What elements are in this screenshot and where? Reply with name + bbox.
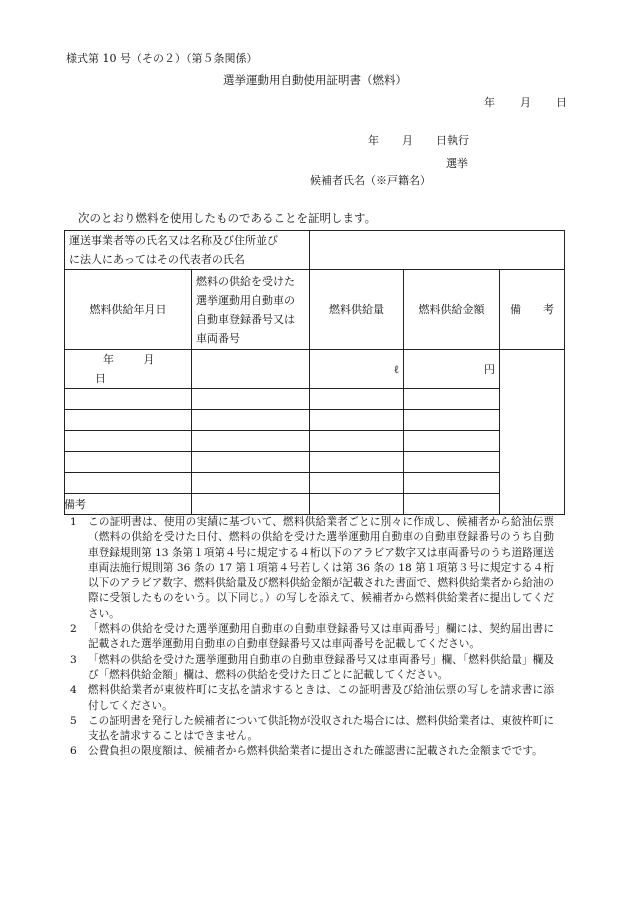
amount-cell[interactable]: 円 bbox=[404, 350, 500, 389]
amount-cell[interactable] bbox=[404, 452, 500, 473]
col-header-quantity: 燃料供給量 bbox=[310, 270, 404, 350]
business-operator-label: 運送事業者等の氏名又は名称及び住所並び に法人にあってはその代表者の氏名 bbox=[65, 231, 310, 270]
quantity-cell[interactable] bbox=[310, 452, 404, 473]
vehicle-number-cell[interactable] bbox=[192, 452, 310, 473]
quantity-cell[interactable] bbox=[310, 494, 404, 515]
quantity-cell[interactable]: ℓ bbox=[310, 350, 404, 389]
quantity-cell[interactable] bbox=[310, 410, 404, 431]
col-header-supply-date: 燃料供給年月日 bbox=[65, 270, 192, 350]
supply-date-cell[interactable] bbox=[65, 452, 192, 473]
vehicle-number-cell[interactable] bbox=[192, 473, 310, 494]
document-title: 選挙運動用自動使用証明書（燃料） bbox=[223, 73, 407, 87]
supply-date-cell[interactable] bbox=[65, 410, 192, 431]
supply-date-cell[interactable] bbox=[65, 389, 192, 410]
table-row bbox=[65, 452, 565, 473]
note-item: 3 「燃料の供給を受けた選挙運動用自動車の自動車登録番号又は車両番号」欄、「燃料供給量」欄及び「燃料供給金額」欄は、燃料の供給を受けた日ごとに記載してください。 bbox=[70, 653, 554, 681]
note-item: 4 燃料供給業者が東彼杵町に支払を請求するときは、この証明書及び給油伝票の写しを請求書に添付してください。 bbox=[70, 684, 554, 712]
amount-cell[interactable] bbox=[404, 431, 500, 452]
execution-day: 日執行 bbox=[436, 134, 469, 147]
issue-date-year: 年 bbox=[484, 96, 495, 109]
note-item: 6 公費負担の限度額は、候補者から燃料供給業者に提出された確認書に記載された金額までです。 bbox=[70, 745, 543, 758]
col-header-remarks: 備 考 bbox=[500, 270, 565, 350]
vehicle-number-cell[interactable] bbox=[192, 389, 310, 410]
vehicle-number-cell[interactable] bbox=[192, 494, 310, 515]
form-number: 様式第 10 号（その２）（第５条関係） bbox=[66, 52, 258, 65]
remarks-cell[interactable] bbox=[500, 350, 565, 515]
amount-cell[interactable] bbox=[404, 410, 500, 431]
fuel-certificate-table bbox=[64, 230, 565, 515]
business-operator-field[interactable] bbox=[310, 231, 565, 270]
candidate-name-label: 候補者氏名（※戸籍名） bbox=[310, 174, 431, 187]
quantity-cell[interactable] bbox=[310, 473, 404, 494]
election-name: 選挙 bbox=[446, 157, 468, 170]
note-item: 5 この証明書を発行した候補者について供託物が没収された場合には、燃料供給業者は、東彼杵町に支払を請求することはできません。 bbox=[70, 714, 554, 743]
note-item: 2 「燃料の供給を受けた選挙運動用自動車の自動車登録番号又は車両番号」欄には、契約届出書に記載された選挙運動用自動車の自動車登録番号又は車両番号を記載してください。 bbox=[70, 623, 554, 651]
vehicle-number-cell[interactable] bbox=[192, 431, 310, 452]
supply-date-cell[interactable] bbox=[65, 431, 192, 452]
execution-month: 月 bbox=[402, 134, 413, 147]
supply-date-cell[interactable] bbox=[65, 473, 192, 494]
col-header-amount: 燃料供給金額 bbox=[404, 270, 500, 350]
vehicle-number-cell[interactable] bbox=[192, 350, 310, 389]
execution-year: 年 bbox=[368, 134, 379, 147]
certification-statement: 次のとおり燃料を使用したものであることを証明します。 bbox=[78, 211, 377, 225]
quantity-cell[interactable] bbox=[310, 431, 404, 452]
note-item: 1 この証明書は、使用の実績に基づいて、燃料供給業者ごとに別々に作成し、候補者から給油伝票（燃料の供給を受けた日付、燃料の供給を受けた選挙運動用自動車の自動車登録番号のうち自動車登録規則第 13 条第１項第４号に規定する４桁以下のアラビア数字又は車両番号のうち道路運送車両法施行規則第 36 条の 17 第１項第４号若しくは第 36 条の 18 第１項第３号に規定する４桁以下のアラビア数字、燃料供給量及び燃料供給金額が記載された書面で、燃料供給業者から給油の際に受領したものをいう。以下同じ。）の写しを添えて、候補者から燃料供給業者に提出してください。 bbox=[70, 516, 554, 620]
col-header-vehicle-number: 燃料の供給を受けた選挙運動用自動車の自動車登録番号又は車両番号 bbox=[192, 270, 310, 350]
quantity-cell[interactable] bbox=[310, 389, 404, 410]
vehicle-number-cell[interactable] bbox=[192, 410, 310, 431]
supply-date-cell[interactable]: 年 月 日 bbox=[65, 350, 192, 389]
table-row bbox=[65, 389, 565, 410]
table-row bbox=[65, 410, 565, 431]
table-row bbox=[65, 431, 565, 452]
remarks-heading: 備考 bbox=[64, 498, 86, 511]
remarks-notes bbox=[70, 515, 554, 760]
issue-date-month: 月 bbox=[520, 96, 531, 109]
table-row bbox=[65, 350, 565, 389]
issue-date-day: 日 bbox=[556, 96, 567, 109]
amount-cell[interactable] bbox=[404, 473, 500, 494]
table-row bbox=[65, 494, 565, 515]
amount-cell[interactable] bbox=[404, 494, 500, 515]
table-row bbox=[65, 473, 565, 494]
amount-cell[interactable] bbox=[404, 389, 500, 410]
